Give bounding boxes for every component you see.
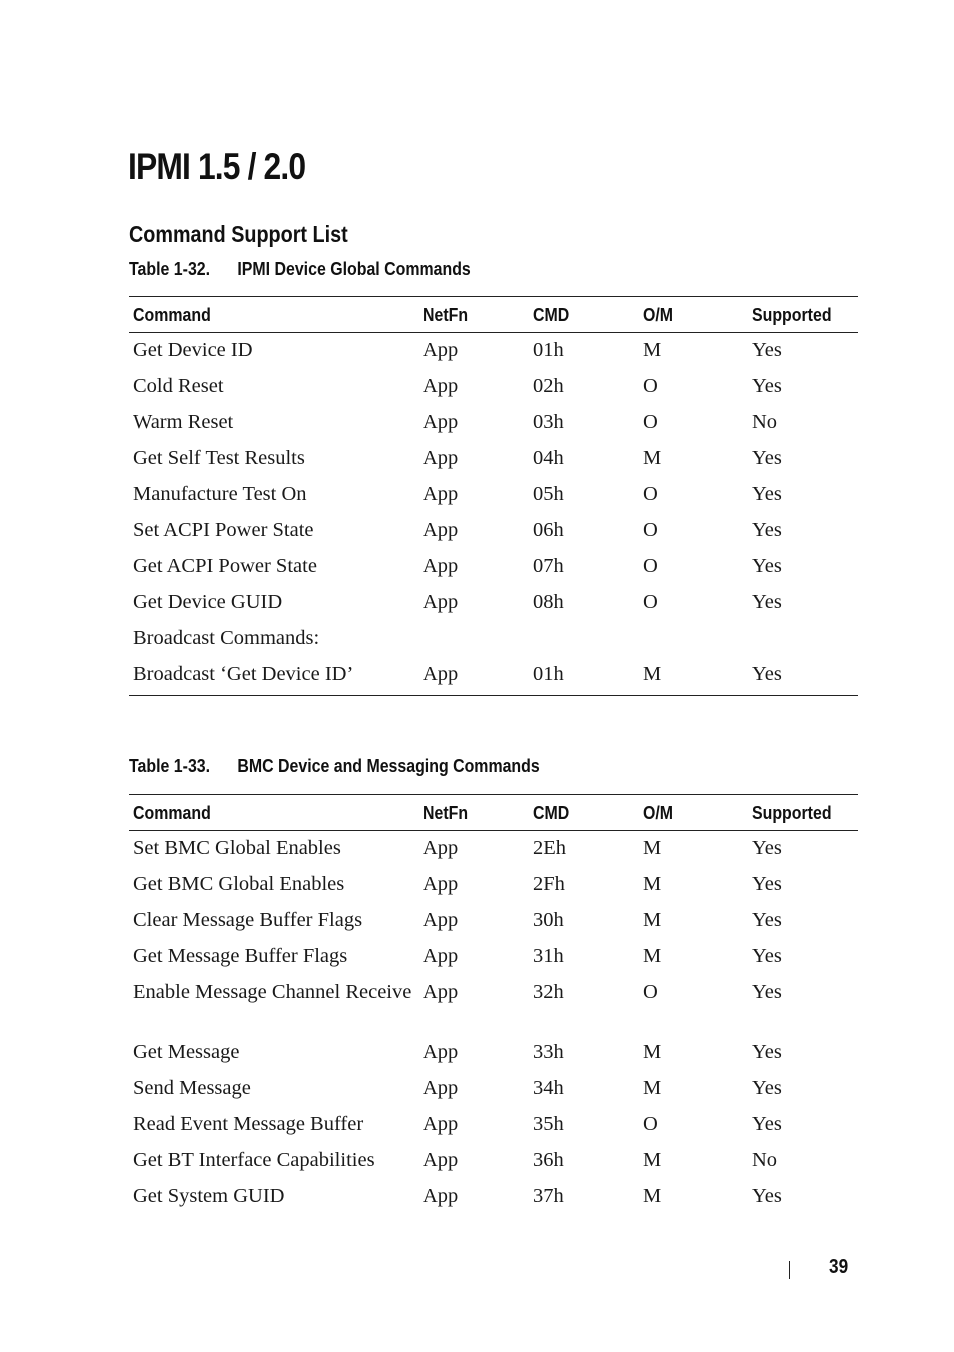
table-caption [129,260,471,279]
cell-netfn: App [423,483,459,505]
cell-command: Get System GUID [133,1185,285,1207]
cell-cmd: 05h [533,483,564,505]
cell-command: Get Device ID [133,339,253,361]
header-om: O/M [639,297,748,333]
cell-supported: Yes [752,1077,782,1099]
cell-netfn: App [423,837,459,859]
cell-command: Get BT Interface Capabilities [133,1149,375,1171]
cell-netfn: App [423,1185,459,1207]
header-cmd: CMD [529,297,639,333]
cell-cmd: 34h [533,1077,564,1099]
section-title: Command Support List [129,221,348,247]
cell-cmd: 06h [533,519,564,541]
table-row [129,1037,858,1073]
cell-netfn [419,623,529,659]
table-row [129,869,858,905]
cell-netfn: App [423,1077,459,1099]
cell-command: Clear Message Buffer Flags [133,909,363,931]
page-title: IPMI 1.5 / 2.0 [128,146,306,187]
header-command: Command [129,297,419,333]
table-row [129,479,858,515]
cell-cmd: 35h [533,1113,564,1135]
cell-command: Cold Reset [133,375,224,397]
cell-cmd: 02h [533,375,564,397]
cell-supported: Yes [752,837,782,859]
table-caption-number: Table 1-33. [129,755,211,776]
table-row [129,623,858,659]
table-header-row [129,297,858,333]
cell-netfn: App [423,411,459,433]
cell-supported [748,623,858,659]
cell-om: M [643,945,662,967]
cell-om: O [643,483,658,505]
cell-supported: Yes [752,339,782,361]
cell-cmd: 2Fh [533,873,565,895]
cell-supported: No [752,1149,778,1171]
cell-netfn: App [423,981,459,1003]
cell-om: M [643,837,662,859]
cell-netfn: App [423,519,459,541]
cell-command: Get BMC Global Enables [133,873,345,895]
table-row [129,977,858,1037]
cell-supported: Yes [752,555,782,577]
cell-netfn: App [423,375,459,397]
cell-cmd: 37h [533,1185,564,1207]
cell-om: M [643,1077,662,1099]
cell-command: Read Event Message Buffer [133,1113,364,1135]
cell-netfn: App [423,909,459,931]
table-row [129,941,858,977]
cell-om: O [643,411,658,433]
cell-command: Broadcast ‘Get Device ID’ [129,659,419,696]
header-netfn: NetFn [419,297,529,333]
cell-supported: Yes [752,591,782,613]
cell-supported: Yes [752,981,782,1003]
cell-command: Set ACPI Power State [133,519,314,541]
cell-cmd: 08h [533,591,564,613]
header-command: Command [129,795,419,831]
cell-supported: Yes [748,659,858,696]
cell-cmd: 04h [533,447,564,469]
cell-cmd: 01h [533,339,564,361]
cell-supported: Yes [752,909,782,931]
table-row [129,1073,858,1109]
cell-om: O [643,981,658,1003]
cell-command: Set BMC Global Enables [133,837,341,859]
cell-netfn: App [423,339,459,361]
table-caption-title: BMC Device and Messaging Commands [237,755,540,776]
cell-netfn: App [423,555,459,577]
cell-supported: Yes [752,1113,782,1135]
cell-supported: Yes [752,1185,782,1207]
cell-command: Broadcast Commands: [133,627,320,649]
cell-netfn: App [423,1113,459,1135]
cell-om: M [643,1149,662,1171]
cell-om [639,623,748,659]
cell-om: O [643,1113,658,1135]
cell-cmd: 03h [533,411,564,433]
cell-om: M [639,659,748,696]
table-caption-number: Table 1-32. [129,258,211,279]
cell-command: Get ACPI Power State [133,555,317,577]
cell-cmd: 01h [529,659,639,696]
cell-supported: Yes [752,375,782,397]
page-number: 39 [829,1256,849,1278]
cell-command: Warm Reset [133,411,234,433]
footer-divider [789,1261,790,1279]
cell-cmd: 33h [533,1041,564,1063]
cell-supported: Yes [752,873,782,895]
cell-om: M [643,909,662,931]
cell-command: Enable Message Channel Receive [133,981,412,1003]
cell-command: Get Self Test Results [133,447,305,469]
cell-supported: Yes [752,945,782,967]
table-row [129,515,858,551]
cell-om: M [643,1185,662,1207]
header-supported: Supported [748,795,858,831]
table-row [129,659,858,696]
header-supported: Supported [748,297,858,333]
cell-om: O [643,591,658,613]
cell-supported: Yes [752,483,782,505]
cell-supported: Yes [752,447,782,469]
cell-command: Send Message [133,1077,251,1099]
table-row [129,1145,858,1181]
table-row [129,407,858,443]
cell-netfn: App [419,659,529,696]
cell-cmd: 32h [533,981,564,1003]
table-header-row [129,795,858,831]
cell-cmd: 07h [533,555,564,577]
cell-supported: No [752,411,778,433]
cell-command: Get Message Buffer Flags [133,945,348,967]
cell-om: M [643,1041,662,1063]
cell-cmd: 36h [533,1149,564,1171]
cell-om: M [643,339,662,361]
table-caption-title: IPMI Device Global Commands [237,258,471,279]
table-row [129,333,858,372]
table-row [129,831,858,870]
cell-om: M [643,447,662,469]
cell-om: O [643,519,658,541]
cell-cmd: 2Eh [533,837,567,859]
cell-supported: Yes [752,519,782,541]
table-caption [129,757,540,776]
cell-netfn: App [423,873,459,895]
table-row [129,1181,858,1217]
table-row [129,905,858,941]
table-row [129,371,858,407]
cell-command: Get Device GUID [133,591,283,613]
cell-command: Manufacture Test On [133,483,307,505]
cell-netfn: App [423,1041,459,1063]
header-netfn: NetFn [419,795,529,831]
cell-netfn: App [423,447,459,469]
cell-om: O [643,375,658,397]
cell-command: Get Message [133,1041,240,1063]
table-row [129,443,858,479]
cell-cmd [529,623,639,659]
table-row [129,551,858,587]
header-cmd: CMD [529,795,639,831]
cell-cmd: 30h [533,909,564,931]
cell-netfn: App [423,1149,459,1171]
ipmi-device-global-commands-table [129,296,858,696]
cell-om: O [643,555,658,577]
table-row [129,1109,858,1145]
table-row [129,587,858,623]
header-om: O/M [639,795,748,831]
cell-cmd: 31h [533,945,564,967]
cell-supported: Yes [752,1041,782,1063]
cell-netfn: App [423,591,459,613]
cell-netfn: App [423,945,459,967]
bmc-device-messaging-commands-table [129,794,858,1217]
cell-om: M [643,873,662,895]
